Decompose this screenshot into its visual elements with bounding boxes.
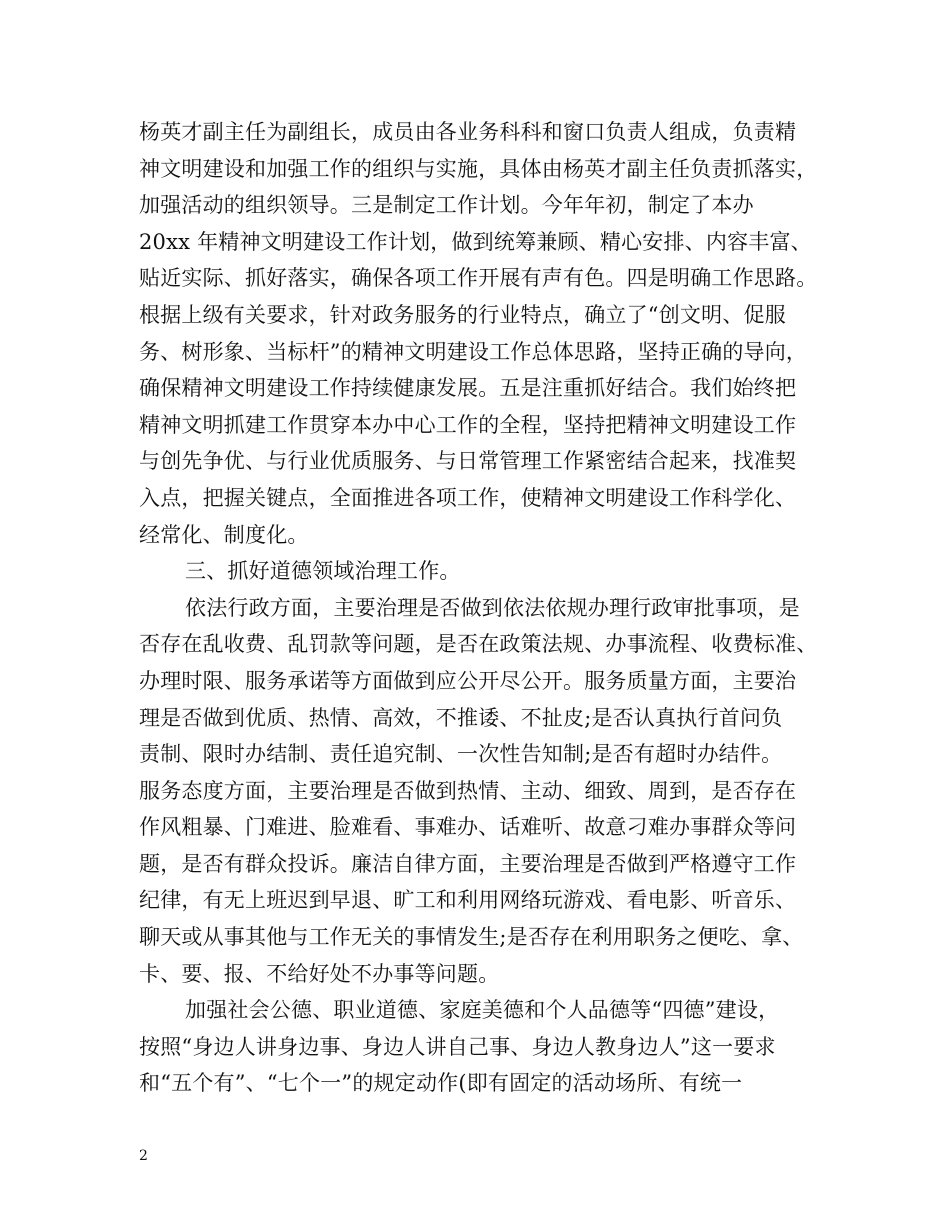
text-line: 与创先争优、与行业优质服务、与日常管理工作紧密结合起来，找准契: [139, 449, 797, 474]
text-line: 根据上级有关要求，针对政务服务的行业特点，确立了“创文明、促服: [139, 302, 786, 327]
text-line: 卡、要、报、不给好处不办事等问题。: [139, 961, 500, 986]
text-line: 纪律，有无上班迟到早退、旷工和利用网络玩游戏、看电影、听音乐、: [139, 888, 797, 913]
text-line: 和“五个有”、“七个一”的规定动作(即有固定的活动场所、有统一: [139, 1071, 743, 1096]
text-line: 20xx 年精神文明建设工作计划，做到统筹兼顾、精心安排、内容丰富、: [139, 229, 812, 254]
text-line: 服务态度方面，主要治理是否做到热情、主动、细致、周到，是否存在: [139, 778, 797, 803]
text-line: 办理时限、服务承诺等方面做到应公开尽公开。服务质量方面，主要治: [139, 668, 797, 693]
text-line: 经常化、制度化。: [139, 522, 309, 547]
text-line: 入点，把握关键点，全面推进各项工作，使精神文明建设工作科学化、: [139, 485, 797, 510]
text-line: 否存在乱收费、乱罚款等问题，是否在政策法规、办事流程、收费标准、: [139, 632, 818, 657]
text-line: 杨英才副主任为副组长，成员由各业务科科和窗口负责人组成，负责精: [139, 120, 797, 144]
text-line: 精神文明抓建工作贯穿本办中心工作的全程，坚持把精神文明建设工作: [139, 412, 797, 437]
text-line: 神文明建设和加强工作的组织与实施，具体由杨英才副主任负责抓落实，: [139, 156, 818, 181]
text-line: 三、抓好道德领域治理工作。: [185, 559, 461, 584]
text-line: 加强活动的组织领导。三是制定工作计划。今年年初，制定了本办: [139, 193, 754, 218]
text-line: 确保精神文明建设工作持续健康发展。五是注重抓好结合。我们始终把: [139, 376, 797, 401]
body-text: [139, 114, 839, 1102]
text-line: 加强社会公德、职业道德、家庭美德和个人品德等“四德”建设，: [185, 998, 780, 1023]
text-line: 聊天或从事其他与工作无关的事情发生;是否存在利用职务之便吃、拿、: [139, 925, 804, 950]
page-number: 2: [139, 1148, 148, 1164]
text-line: 责制、限时办结制、责任追究制、一次性告知制;是否有超时办结件。: [139, 742, 783, 767]
text-line: 作风粗暴、门难进、脸难看、事难办、话难听、故意刁难办事群众等问: [139, 815, 797, 840]
text-line: 按照“身边人讲身边事、身边人讲自己事、身边人教身边人”这一要求: [139, 1034, 776, 1059]
text-line: 贴近实际、抓好落实，确保各项工作开展有声有色。四是明确工作思路。: [139, 266, 818, 291]
text-line: 务、树形象、当标杆”的精神文明建设工作总体思路，坚持正确的导向，: [139, 339, 808, 364]
text-line: 理是否做到优质、热情、高效，不推诿、不扯皮;是否认真执行首问负: [139, 705, 783, 730]
text-line: 题，是否有群众投诉。廉洁自律方面，主要治理是否做到严格遵守工作: [139, 851, 797, 876]
text-line: 依法行政方面，主要治理是否做到依法依规办理行政审批事项，是: [185, 595, 800, 620]
